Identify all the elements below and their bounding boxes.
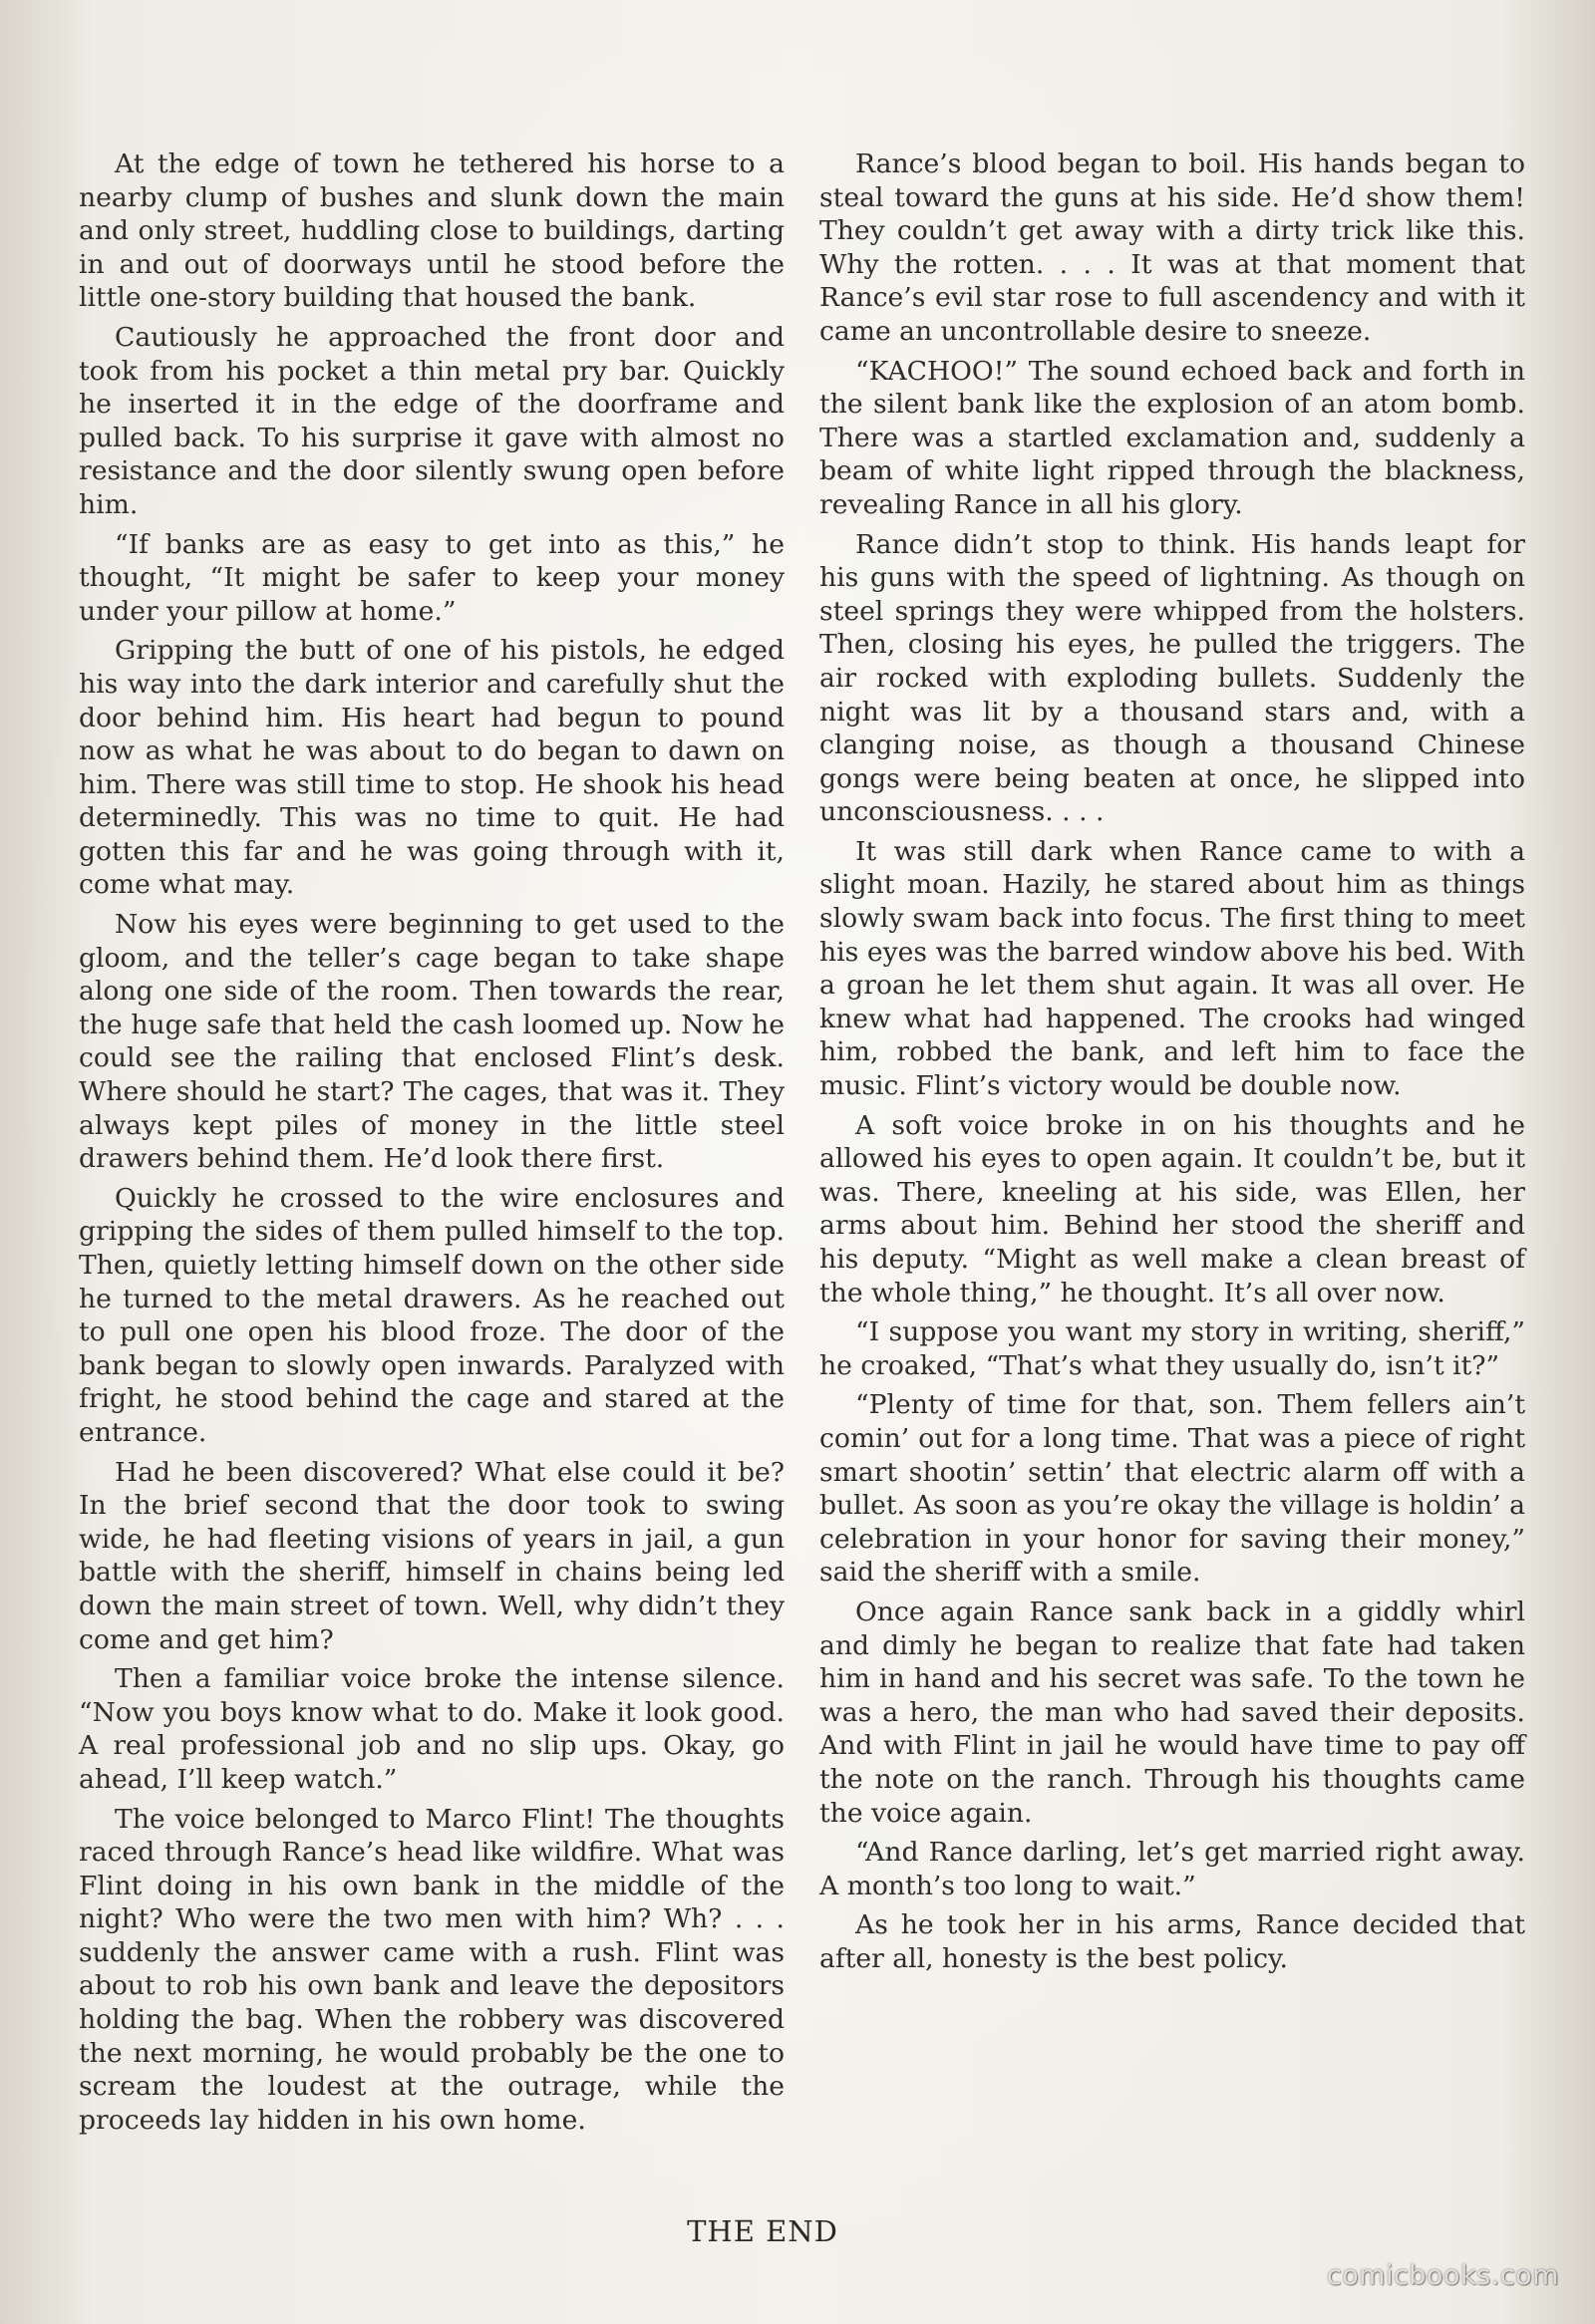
paragraph: Gripping the butt of one of his pistols, he edged his way into the dark interior and carefully shut the door behind him. His heart had begun to pound now as what he was about to do began to dawn on him. There was still time to stop. He shook his head determinedly. This was no time to quit. He had gotten this far and he was going through with it, come what may. — [79, 635, 785, 901]
paragraph: The voice belonged to Marco Flint! The thoughts raced through Rance’s head like wildfire. What was Flint doing in his own bank in the middle of the night? Who were the two men with him? Wh? . . . suddenly the answer came with a rush. Flint was about to rob his own bank and leave the depositors holding the bag. When the robbery was discovered the next morning, he would probably be the one to scream the loudest at the outrage, while the proceeds lay hidden in his own home. — [79, 1803, 785, 2136]
the-end-caption: THE END — [687, 2214, 838, 2248]
paragraph: It was still dark when Rance came to with a slight moan. Hazily, he stared about him as things slowly swam back into focus. The first thing to meet his eyes was the barred window above his bed. With a groan he let them shut again. It was all over. He knew what had happened. The crooks had winged him, robbed the bank, and left him to face the music. Flint’s victory would be double now. — [819, 835, 1525, 1102]
paragraph: Now his eyes were beginning to get used to the gloom, and the teller’s cage began to take shape along one side of the room. Then towards the rear, the huge safe that held the cash loomed up. Now he could see the railing that enclosed Flint’s desk. Where should he start? The cages, that was it. They always kept piles of money in the little steel drawers behind them. He’d look there first. — [79, 909, 785, 1175]
text-column-right — [819, 147, 1525, 1981]
paragraph: “If banks are as easy to get into as this,” he thought, “It might be safer to keep your money under your pillow at home.” — [79, 528, 785, 627]
paragraph: Rance didn’t stop to think. His hands leapt for his guns with the speed of lightning. As though on steel springs they were whipped from the holsters. Then, closing his eyes, he pulled the triggers. The air rocked with exploding bullets. Suddenly the night was lit by a thousand stars and, with a clanging noise, as though a thousand Chinese gongs were being beaten at once, he slipped into unconsciousness. . . . — [819, 528, 1525, 828]
paragraph: Then a familiar voice broke the intense silence. “Now you boys know what to do. Make it look good. A real professional job and no slip ups. Okay, go ahead, I’ll keep watch.” — [79, 1663, 785, 1795]
paragraph: Rance’s blood began to boil. His hands began to steal toward the guns at his side. He’d show them! They couldn’t get away with a dirty trick like this. Why the rotten. . . . It was at that moment that Rance’s evil star rose to full ascendency and with it came an uncontrollable desire to sneeze. — [819, 148, 1525, 347]
paragraph: As he took her in his arms, Rance decided that after all, honesty is the best policy. — [819, 1909, 1525, 1974]
paragraph: Once again Rance sank back in a giddly whirl and dimly he began to realize that fate had taken him in hand and his secret was safe. To the town he was a hero, the man who had saved their deposits. And with Flint in jail he would have time to pay off the note on the ranch. Through his thoughts came the voice again. — [819, 1596, 1525, 1829]
paragraph: “I suppose you want my story in writing, sheriff,” he croaked, “That’s what they usually do, isn’t it?” — [819, 1316, 1525, 1381]
paragraph: “KACHOO!” The sound echoed back and forth in the silent bank like the explosion of an atom bomb. There was a startled exclamation and, suddenly a beam of white light ripped through the blackness, revealing Rance in all his glory. — [819, 355, 1525, 520]
paragraph: “And Rance darling, let’s get married right away. A month’s too long to wait.” — [819, 1837, 1525, 1901]
paragraph: At the edge of town he tethered his horse to a nearby clump of bushes and slunk down the main and only street, huddling close to buildings, darting in and out of doorways until he stood before the little one-story building that housed the bank. — [79, 148, 785, 314]
text-column-left — [79, 147, 785, 2143]
paragraph: Quickly he crossed to the wire enclosures and gripping the sides of them pulled himself to the top. Then, quietly letting himself down on the other side he turned to the metal drawers. As he reached out to pull one open his blood froze. The door of the bank began to slowly open inwards. Paralyzed with fright, he stood behind the cage and stared at the entrance. — [79, 1182, 785, 1448]
paragraph: Had he been discovered? What else could it be? In the brief second that the door took to swing wide, he had fleeting visions of years in jail, a gun battle with the sheriff, himself in chains being led down the main street of town. Well, why didn’t they come and get him? — [79, 1456, 785, 1655]
paragraph: “Plenty of time for that, son. Them fellers ain’t comin’ out for a long time. That was a piece of right smart shootin’ settin’ that electric alarm off with a bullet. As soon as you’re okay the village is holdin’ a celebration in your honor for saving their money,” said the sheriff with a smile. — [819, 1389, 1525, 1589]
site-watermark: comicbooks.com — [1326, 2260, 1559, 2291]
paragraph: Cautiously he approached the front door and took from his pocket a thin metal pry bar. Quickly he inserted it in the edge of the doorframe and pulled back. To his surprise it gave with almost no resistance and the door silently swung open before him. — [79, 321, 785, 520]
paragraph: A soft voice broke in on his thoughts and he allowed his eyes to open again. It couldn’t be, but it was. There, kneeling at his side, was Ellen, her arms about him. Behind her stood the sheriff and his deputy. “Might as well make a clean breast of the whole thing,” he thought. It’s all over now. — [819, 1109, 1525, 1308]
